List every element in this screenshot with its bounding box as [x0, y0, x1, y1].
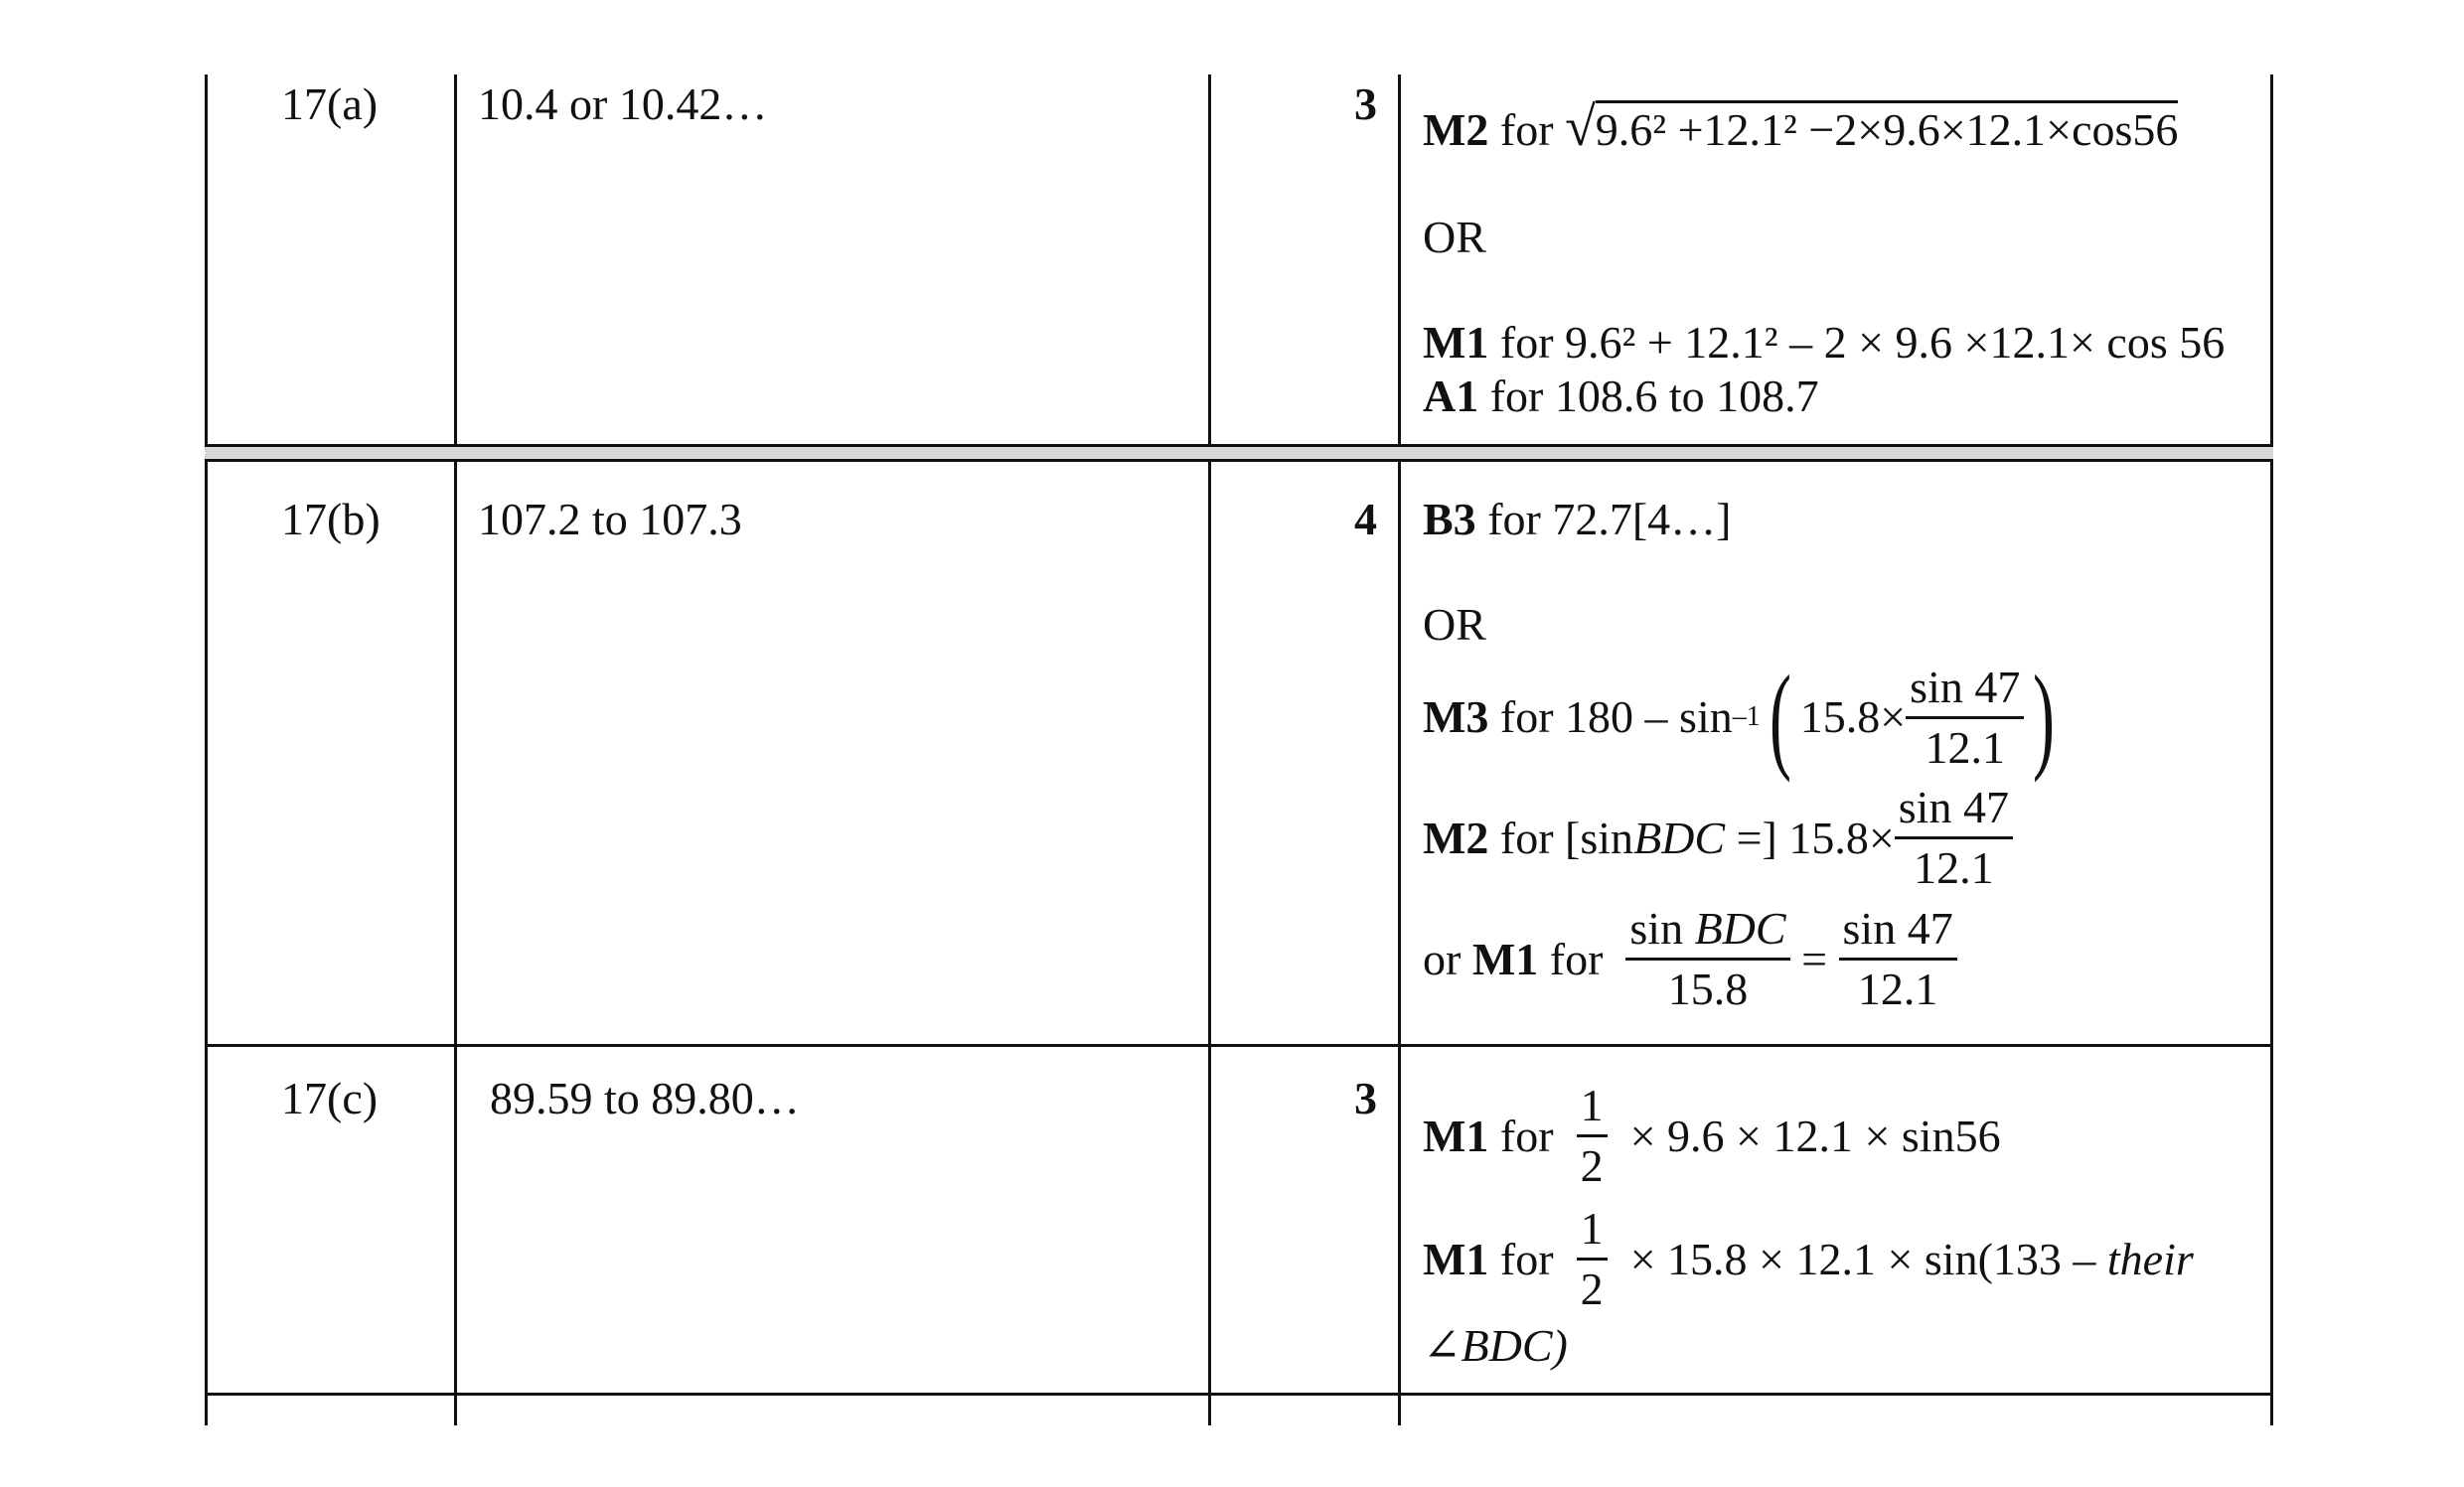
fraction-denominator: 2	[1580, 1140, 1604, 1191]
fraction	[1906, 661, 2024, 773]
mark-code: M2	[1423, 812, 1489, 863]
note-text: for 108.6 to 108.7	[1489, 371, 1819, 421]
row-border-3	[205, 1393, 2273, 1396]
note-angle: ∠BDC)	[1423, 1320, 1568, 1371]
left-paren-icon: (	[1769, 651, 1791, 783]
note-a1	[1423, 373, 1819, 419]
note-text: for 180 – sin	[1499, 691, 1733, 742]
note-m2	[1423, 96, 2179, 158]
note-text: =] 15.8×	[1736, 812, 1895, 863]
note-or: OR	[1423, 212, 1486, 262]
answer: 10.4 or 10.42…	[478, 78, 768, 129]
note-b3	[1423, 494, 1732, 544]
fraction-denominator: 12.1	[1914, 842, 1994, 893]
col-border-left	[205, 74, 208, 1425]
fraction-numerator: sin 47	[1895, 785, 2013, 839]
fraction-denominator: 12.1	[1857, 964, 1938, 1014]
fraction-numerator: 1	[1577, 1206, 1608, 1261]
note-m3: M3 for 180 – sin –1 ( 15.8× $\frac{\sin 47}{12.1}$ )	[1423, 651, 2056, 783]
mark-code: M1	[1423, 317, 1489, 368]
question-number: 17(b)	[281, 494, 381, 544]
fraction-denominator: 2	[1580, 1264, 1604, 1314]
fraction	[1839, 903, 1957, 1014]
question-number: 17(a)	[281, 78, 379, 129]
note-m2	[1423, 782, 2013, 893]
fraction-numerator: sin BDC	[1625, 906, 1789, 961]
marks: 3	[1354, 78, 1377, 129]
answer: 89.59 to 89.80…	[490, 1073, 800, 1123]
row-border-2	[205, 1044, 2273, 1047]
note-or-m1	[1423, 903, 1957, 1014]
fraction-numerator: sin 47	[1839, 906, 1957, 961]
sqrt-icon: √	[1565, 96, 1596, 158]
mark-code: M1	[1471, 933, 1539, 984]
fraction	[1577, 1203, 1608, 1314]
col-border-right	[2270, 74, 2273, 1425]
row-border-1b	[205, 459, 2273, 462]
col-border-2	[1208, 74, 1211, 1425]
note-text: for	[1499, 1233, 1554, 1284]
angle-variable: BDC	[1633, 812, 1726, 863]
fraction-denominator: 12.1	[1925, 721, 2006, 773]
note-m1	[1423, 1203, 2194, 1314]
note-text: for	[1549, 933, 1604, 984]
note-or: OR	[1423, 599, 1486, 650]
note-text: or	[1423, 933, 1462, 984]
fraction-numerator: 1	[1577, 1083, 1608, 1137]
question-number: 17(c)	[281, 1073, 379, 1123]
col-border-1	[454, 74, 457, 1425]
mark-code: M1	[1423, 1233, 1489, 1284]
right-paren-icon: )	[2033, 651, 2056, 783]
mark-code: A1	[1423, 371, 1479, 421]
fraction-denominator: 15.8	[1667, 964, 1749, 1014]
note-text: for 9.6² + 12.1² – 2 × 9.6 ×12.1× cos 56	[1499, 317, 2226, 368]
answer: 107.2 to 107.3	[478, 494, 742, 544]
fraction	[1625, 903, 1789, 1014]
fraction-numerator: sin 47	[1906, 665, 2024, 719]
mark-code: M2	[1423, 104, 1489, 155]
fraction	[1895, 782, 2013, 893]
equals-sign: =	[1801, 933, 1828, 984]
mark-code: B3	[1423, 494, 1476, 544]
note-text: for [sin	[1499, 812, 1634, 863]
note-text: for	[1499, 1110, 1554, 1161]
note-text: × 9.6 × 12.1 × sin56	[1629, 1110, 2001, 1161]
note-text: for	[1499, 104, 1554, 155]
sqrt-expression: 9.6² +12.1² −2×9.6×12.1×cos56	[1596, 100, 2179, 153]
fraction	[1577, 1080, 1608, 1191]
mark-code: M1	[1423, 1110, 1489, 1161]
marks: 4	[1354, 494, 1377, 544]
note-text: 15.8×	[1799, 691, 1907, 742]
mark-code: M3	[1423, 691, 1489, 742]
note-m1	[1423, 1080, 2001, 1191]
note-m1	[1423, 317, 2226, 368]
marks: 3	[1354, 1073, 1377, 1123]
col-border-3	[1398, 74, 1401, 1425]
row-border-1a	[205, 444, 2273, 447]
note-text: for 72.7[4…]	[1487, 494, 1732, 544]
note-text: × 15.8 × 12.1 × sin(133 –	[1629, 1233, 2096, 1284]
note-text-italic: their	[2106, 1233, 2194, 1284]
